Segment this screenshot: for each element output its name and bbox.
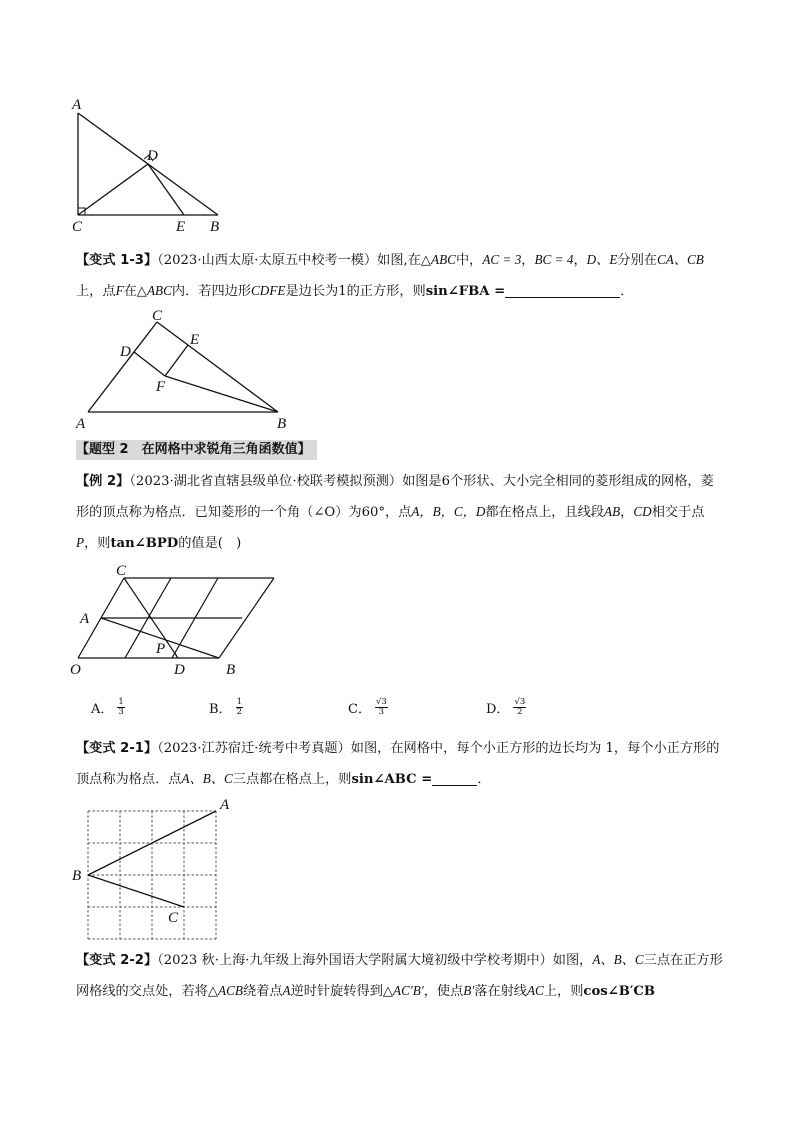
variant-tag: 【变式 1-3】 [76, 253, 158, 268]
figure-triangle-square [70, 308, 296, 434]
choice-a[interactable]: A． $\frac{1}{3}$ [91, 697, 124, 717]
choice-c[interactable]: C． $\frac{√3}{3}$ [348, 697, 387, 717]
label-a: A [72, 97, 82, 113]
answer-blank [432, 771, 477, 786]
variant-1-3-question: 【变式 1-3】（2023·山西太原·太原五中校考一模）如图,在△ABC中，AC = 3，BC = 4，D、E分别在CA、CB上，点F在△ABC内．若四边形CDFE是边长为1的正方形，则sin∠FBA = ． [76, 252, 704, 299]
label-b: B [277, 416, 287, 432]
label-b: B [210, 219, 220, 234]
variant-2-1-question: 【变式 2-1】（2023·江苏宿迁·统考中考真题）如图，在网格中，每个小正方形的边长均为 1，每个小正方形的顶点称为格点．点A、B、C三点都在格点上，则sin∠ABC = ． [76, 741, 720, 787]
type-2-heading: 【题型 2 在网格中求锐角三角函数值】 [76, 440, 317, 460]
figure-right-triangle [64, 92, 234, 234]
variant-tag: 【变式 2-2】 [76, 953, 158, 968]
variant-2-2-question: 【变式 2-2】（2023 秋·上海·九年级上海外国语大学附属大境初级中学校考期中）如图，A、B、C三点在正方形网格线的交点处，若将△ACB绕着点A逆时针旋转得到△AC′B′，使点B′落在射线AC上，则cos∠B′CB [76, 952, 723, 999]
figure-rhombus-grid [66, 562, 286, 682]
label-c: C [152, 308, 163, 324]
label-d: D [147, 148, 158, 164]
choice-d[interactable]: D． $\frac{√3}{2}$ [486, 697, 526, 717]
label-d: D [174, 662, 185, 678]
choice-b[interactable]: B． $\frac{1}{2}$ [209, 697, 242, 717]
label-c: C [168, 910, 179, 926]
label-b: B [72, 868, 82, 884]
label-e: E [176, 219, 186, 234]
variant-tag: 【变式 2-1】 [76, 741, 158, 756]
example-tag: 【例 2】 [76, 474, 130, 489]
label-f: F [156, 379, 166, 395]
label-c: C [72, 219, 83, 234]
answer-choices [0, 698, 794, 724]
label-a: A [80, 611, 90, 627]
label-b: B [226, 662, 236, 678]
label-d: D [120, 344, 131, 360]
answer-blank [505, 283, 620, 298]
example-2-question: 【例 2】（2023·湖北省直辖县级单位·校联考模拟预测）如图是6个形状、大小完全相同的菱形组成的网格，菱形的顶点称为格点．已知菱形的一个角（∠O）为60°，点A，B，C，D都在格点上，且线段AB，CD相交于点P，则tan∠BPD的值是( ) [76, 474, 714, 551]
label-a: A [76, 416, 86, 432]
label-e: E [190, 332, 200, 348]
label-c: C [116, 563, 127, 579]
label-p: P [156, 641, 166, 657]
label-o: O [70, 662, 81, 678]
label-a: A [220, 797, 230, 813]
figure-square-grid [66, 795, 246, 941]
